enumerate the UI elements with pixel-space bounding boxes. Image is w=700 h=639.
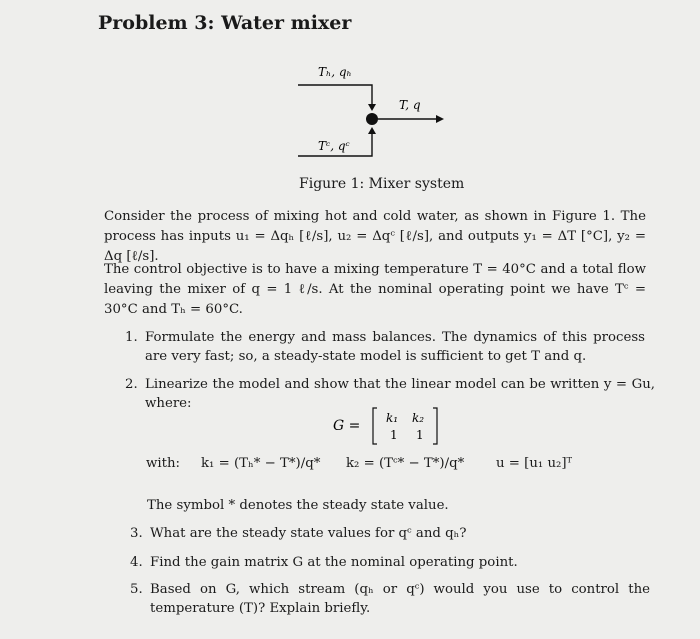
item-number: 1.: [125, 330, 138, 345]
k1-definition: k₁ = (Tₕ* − T*)/q*: [201, 456, 321, 471]
item-number: 4.: [130, 555, 143, 570]
figure-caption: Figure 1: Mixer system: [299, 176, 465, 192]
outlet-stream-label: T, q: [399, 98, 421, 112]
right-bracket: [433, 408, 437, 444]
outlet-arrow-icon: [436, 115, 444, 123]
hot-pipe: [298, 85, 372, 106]
matrix-cell: 1: [390, 428, 398, 442]
mixer-node: [366, 113, 378, 125]
hot-stream-label: Tₕ, qₕ: [318, 65, 352, 79]
matrix-lhs: G =: [333, 418, 361, 434]
problem-title: Problem 3: Water mixer: [98, 12, 352, 34]
item-number: 2.: [125, 377, 138, 392]
item-text: Formulate the energy and mass balances. The dynamics of this process are very fast; so, a steady-state model is sufficient to get T and q.: [145, 330, 645, 364]
hot-arrow-icon: [368, 104, 376, 111]
item-text: What are the steady state values for qᶜ and qₕ?: [150, 526, 467, 541]
with-label: with:: [146, 456, 181, 471]
item-number: 5.: [130, 582, 143, 597]
k2-definition: k₂ = (Tᶜ* − T*)/q*: [346, 456, 465, 471]
cold-stream-label: Tᶜ, qᶜ: [318, 139, 350, 153]
symbol-note: The symbol * denotes the steady state value.: [147, 498, 449, 513]
gain-definitions: [146, 456, 666, 478]
item-text: Find the gain matrix G at the nominal operating point.: [150, 555, 518, 570]
matrix-cell: k₂: [412, 411, 425, 425]
mixer-diagram: [0, 0, 700, 200]
left-bracket: [373, 408, 377, 444]
paragraph-inputs-outputs: Consider the process of mixing hot and cold water, as shown in Figure 1. The process has inputs u₁ = Δqₕ [ℓ/s], u₂ = Δqᶜ [ℓ/s], and outputs y₁ = ΔT [°C], y₂ = Δq [ℓ/s].: [104, 209, 646, 264]
matrix-cell: 1: [416, 428, 424, 442]
gain-matrix: [333, 404, 443, 448]
item-text: Based on G, which stream (qₕ or qᶜ) would you use to control the temperature (T)? Explain briefly.: [150, 582, 650, 616]
item-number: 3.: [130, 526, 143, 541]
paragraph-control-objective: The control objective is to have a mixing temperature T = 40°C and a total flow leaving the mixer of q = 1 ℓ/s. At the nominal operating point we have Tᶜ = 30°C and Tₕ = 60°C.: [104, 262, 646, 317]
matrix-cell: k₁: [386, 411, 399, 425]
item-text: Linearize the model and show that the linear model can be written y = Gu, where:: [145, 377, 655, 411]
u-definition: u = [u₁ u₂]ᵀ: [496, 456, 573, 471]
cold-arrow-icon: [368, 127, 376, 134]
